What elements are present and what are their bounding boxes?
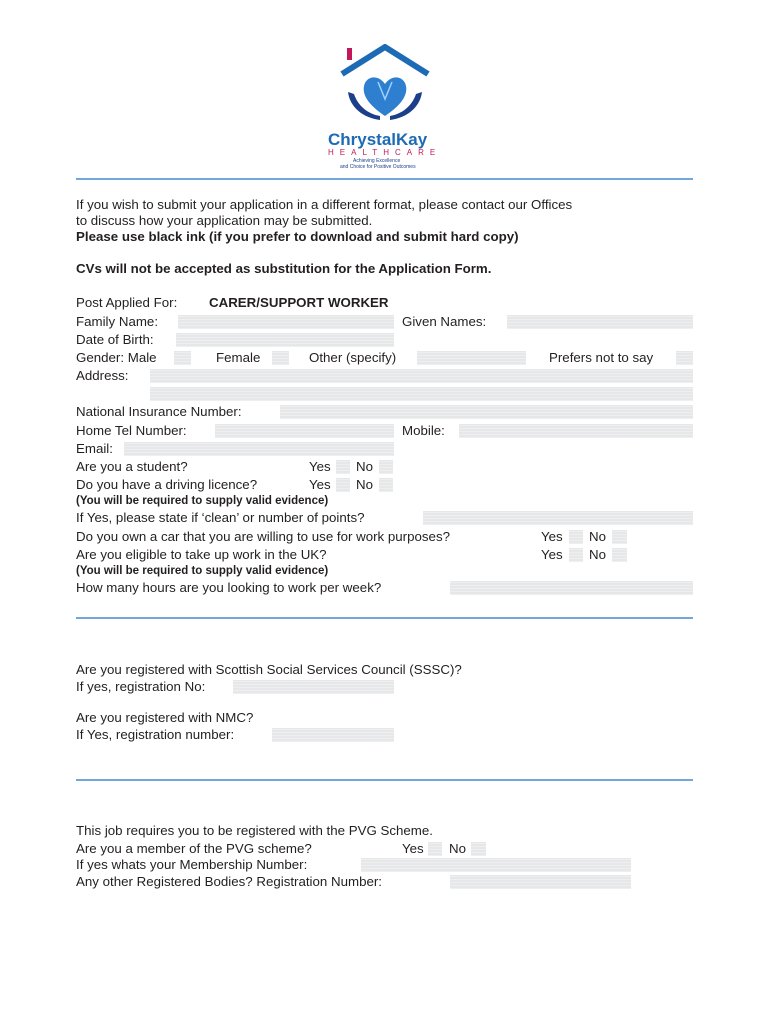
student-yes-checkbox[interactable] bbox=[336, 460, 350, 474]
cv-note: CVs will not be accepted as substitution for the Application Form. bbox=[76, 261, 492, 276]
evidence-note: (You will be required to supply valid evidence) bbox=[76, 495, 329, 507]
brand-tagline-2: and Choice for Positive Outcomes bbox=[340, 164, 416, 170]
given-names-label: Given Names: bbox=[402, 314, 487, 329]
address-field-line2[interactable] bbox=[150, 387, 693, 401]
gender-male-checkbox[interactable] bbox=[174, 351, 191, 365]
pvg-requirement: This job requires you to be registered with the PVG Scheme. bbox=[76, 823, 433, 838]
section-divider bbox=[76, 617, 693, 619]
pvg-yes-checkbox[interactable] bbox=[428, 842, 442, 856]
sssc-question: Are you registered with Scottish Social Services Council (SSSC)? bbox=[76, 662, 462, 677]
eligible-yes-label: Yes bbox=[541, 547, 563, 562]
dob-field[interactable] bbox=[176, 333, 394, 347]
car-no-checkbox[interactable] bbox=[612, 530, 627, 544]
other-bodies-label: Any other Registered Bodies? Registration Number: bbox=[76, 874, 382, 889]
membership-number-label: If yes whats your Membership Number: bbox=[76, 857, 308, 872]
membership-number-field[interactable] bbox=[361, 858, 631, 872]
address-field-line1[interactable] bbox=[150, 369, 693, 383]
ink-note: Please use black ink (if you prefer to download and submit hard copy) bbox=[76, 229, 519, 244]
points-question: If Yes, please state if ‘clean’ or number of points? bbox=[76, 510, 365, 525]
dob-label: Date of Birth: bbox=[76, 332, 154, 347]
pvg-yes-label: Yes bbox=[402, 841, 424, 856]
section-divider bbox=[76, 178, 693, 180]
eligible-no-label: No bbox=[589, 547, 606, 562]
company-logo bbox=[320, 44, 450, 174]
home-tel-field[interactable] bbox=[215, 424, 394, 438]
section-divider bbox=[76, 779, 693, 781]
nmc-number-field[interactable] bbox=[272, 728, 394, 742]
car-yes-checkbox[interactable] bbox=[569, 530, 583, 544]
mobile-label: Mobile: bbox=[402, 423, 445, 438]
gender-prefer-label: Prefers not to say bbox=[549, 350, 654, 365]
family-name-label: Family Name: bbox=[76, 314, 159, 329]
eligible-question: Are you eligible to take up work in the UK? bbox=[76, 547, 327, 562]
car-no-label: No bbox=[589, 529, 606, 544]
ni-number-label: National Insurance Number: bbox=[76, 404, 242, 419]
other-bodies-field[interactable] bbox=[450, 875, 631, 889]
brand-subtitle: HEALTHCARE bbox=[328, 148, 442, 157]
points-field[interactable] bbox=[423, 511, 693, 525]
brand-name: ChrystalKay bbox=[328, 130, 428, 149]
gender-female-checkbox[interactable] bbox=[272, 351, 289, 365]
email-label: Email: bbox=[76, 441, 113, 456]
car-question: Do you own a car that you are willing to use for work purposes? bbox=[76, 529, 450, 544]
pvg-no-checkbox[interactable] bbox=[471, 842, 486, 856]
eligible-yes-checkbox[interactable] bbox=[569, 548, 583, 562]
nmc-question: Are you registered with NMC? bbox=[76, 710, 254, 725]
mobile-field[interactable] bbox=[459, 424, 693, 438]
email-field[interactable] bbox=[124, 442, 394, 456]
pvg-no-label: No bbox=[449, 841, 466, 856]
given-names-field[interactable] bbox=[507, 315, 693, 329]
post-label: Post Applied For: bbox=[76, 295, 178, 310]
family-name-field[interactable] bbox=[178, 315, 394, 329]
intro-text: to discuss how your application may be submitted. bbox=[76, 213, 373, 228]
intro-text: If you wish to submit your application in a different format, please contact our Offices bbox=[76, 197, 573, 212]
gender-other-label: Other (specify) bbox=[309, 350, 397, 365]
eligible-no-checkbox[interactable] bbox=[612, 548, 627, 562]
gender-prefer-checkbox[interactable] bbox=[676, 351, 693, 365]
licence-question: Do you have a driving licence? bbox=[76, 477, 258, 492]
nmc-number-label: If Yes, registration number: bbox=[76, 727, 235, 742]
car-yes-label: Yes bbox=[541, 529, 563, 544]
address-label: Address: bbox=[76, 368, 129, 383]
licence-no-checkbox[interactable] bbox=[379, 478, 393, 492]
gender-other-field[interactable] bbox=[417, 351, 526, 365]
post-value: CARER/SUPPORT WORKER bbox=[209, 295, 389, 310]
student-no-checkbox[interactable] bbox=[379, 460, 393, 474]
student-no-label: No bbox=[356, 459, 373, 474]
pvg-member-question: Are you a member of the PVG scheme? bbox=[76, 841, 312, 856]
sssc-number-field[interactable] bbox=[233, 680, 394, 694]
ni-number-field[interactable] bbox=[280, 405, 693, 419]
evidence-note: (You will be required to supply valid evidence) bbox=[76, 565, 329, 577]
hours-question: How many hours are you looking to work per week? bbox=[76, 580, 382, 595]
brand-tagline: Achieving Excellence bbox=[353, 158, 401, 164]
licence-yes-checkbox[interactable] bbox=[336, 478, 350, 492]
gender-female-label: Female bbox=[216, 350, 261, 365]
licence-no-label: No bbox=[356, 477, 373, 492]
hours-field[interactable] bbox=[450, 581, 693, 595]
student-question: Are you a student? bbox=[76, 459, 188, 474]
student-yes-label: Yes bbox=[309, 459, 331, 474]
home-tel-label: Home Tel Number: bbox=[76, 423, 187, 438]
gender-male-label: Gender: Male bbox=[76, 350, 157, 365]
licence-yes-label: Yes bbox=[309, 477, 331, 492]
sssc-number-label: If yes, registration No: bbox=[76, 679, 206, 694]
